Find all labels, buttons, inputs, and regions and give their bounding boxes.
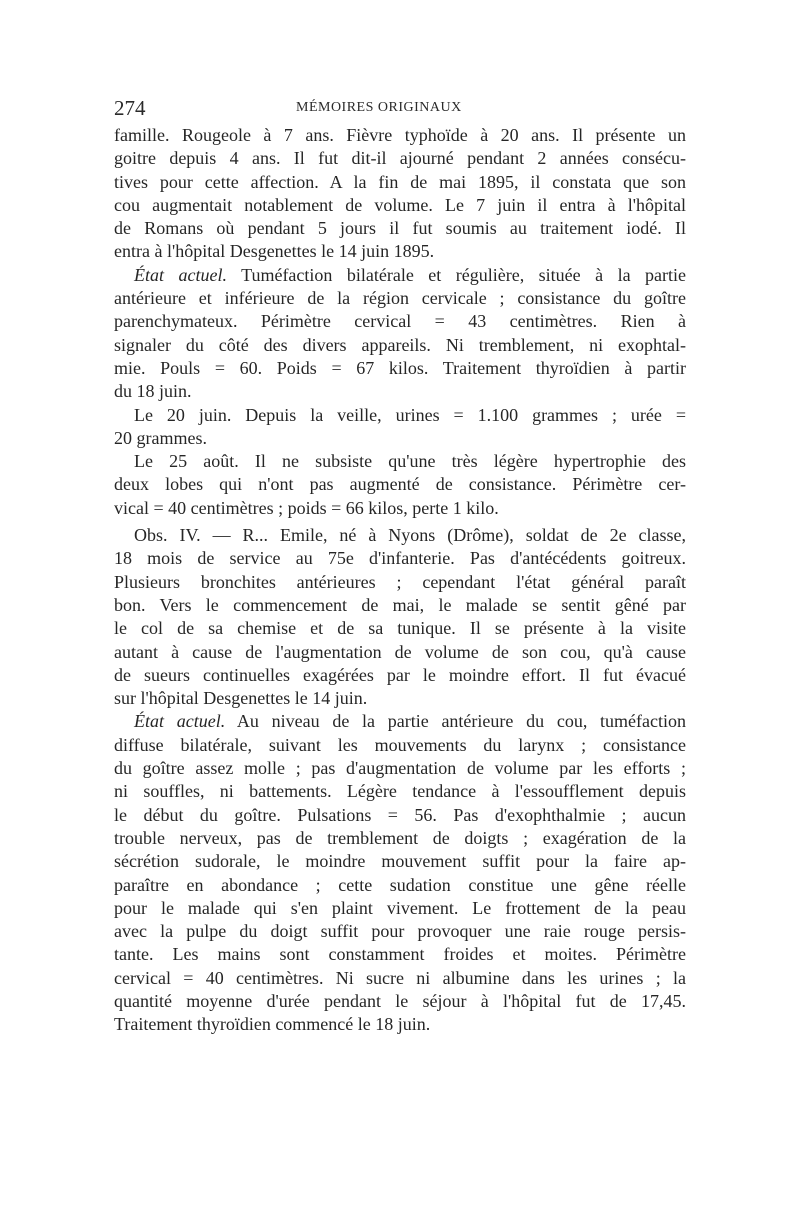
text-line: tives pour cette affection. A la fin de mai 1895, il constata que son: [114, 171, 686, 192]
text-line: pour le malade qui s'en plaint vivement. Le frottement de la peau: [114, 897, 686, 918]
text-line: sécrétion sudorale, le moindre mouvement suffit pour la faire ap-: [114, 851, 686, 872]
text-line: bon. Vers le commencement de mai, le malade se sentit gêné par: [114, 594, 686, 615]
text-line: deux lobes qui n'ont pas augmenté de consistance. Périmètre cer-: [114, 474, 686, 495]
page-header: [114, 96, 688, 126]
text-line: antérieure et inférieure de la région cervicale ; consistance du goître: [114, 288, 686, 309]
text-line: trouble nerveux, pas de tremblement de doigts ; exagération de la: [114, 827, 686, 848]
text-line: cou augmentait notablement de volume. Le 7 juin il entra à l'hôpital: [114, 194, 686, 215]
text-line: diffuse bilatérale, suivant les mouvements du larynx ; consistance: [114, 734, 686, 755]
text-run: Au niveau de la partie antérieure du cou, tuméfaction: [225, 711, 686, 732]
text-line: tante. Les mains sont constamment froides et moites. Périmètre: [114, 944, 686, 965]
text-line: mie. Pouls = 60. Poids = 67 kilos. Traitement thyroïdien à partir: [114, 357, 686, 378]
text-line: de Romans où pendant 5 jours il fut soumis au traitement iodé. Il: [114, 218, 686, 239]
text-line: 20 grammes.: [114, 427, 207, 448]
text-line: signaler du côté des divers appareils. Ni tremblement, ni exophtal-: [114, 334, 686, 355]
body-text: [114, 124, 686, 1037]
text-line: paraître en abondance ; cette sudation constitue une gêne réelle: [114, 874, 686, 895]
text-line: goitre depuis 4 ans. Il fut dit-il ajourné pendant 2 années consécu-: [114, 148, 686, 169]
text-line: famille. Rougeole à 7 ans. Fièvre typhoïde à 20 ans. Il présente un: [114, 125, 686, 145]
text-line: Plusieurs bronchites antérieures ; cependant l'état général paraît: [114, 571, 686, 592]
text-line: du goître assez molle ; pas d'augmentation de volume par les efforts ;: [114, 758, 686, 779]
text-line: vical = 40 centimètres ; poids = 66 kilos, perte 1 kilo.: [114, 497, 499, 518]
text-line: sur l'hôpital Desgenettes le 14 juin.: [114, 688, 368, 709]
paragraph-etat-actuel-1: [114, 264, 686, 287]
text-line: avec la pulpe du doigt suffit pour provoquer une raie rouge persis-: [114, 921, 686, 942]
text-line: du 18 juin.: [114, 381, 192, 402]
text-line: entra à l'hôpital Desgenettes le 14 juin 1895.: [114, 241, 435, 262]
paragraph-etat-actuel-2: [114, 710, 686, 733]
running-title: MÉMOIRES ORIGINAUX: [296, 100, 462, 115]
text-line: parenchymateux. Périmètre cervical = 43 centimètres. Rien à: [114, 311, 686, 332]
text-line: Obs. IV. — R... Emile, né à Nyons (Drôme), soldat de 2e classe,: [134, 525, 686, 546]
text-line: le col de sa chemise et de sa tunique. Il se présente à la visite: [114, 618, 686, 639]
text-line: ni souffles, ni battements. Légère tendance à l'essoufflement depuis: [114, 781, 686, 802]
text-line: autant à cause de l'augmentation de volume de son cou, qu'à cause: [114, 641, 686, 662]
text-line: Le 25 août. Il ne subsiste qu'une très légère hypertrophie des: [134, 451, 686, 472]
text-line: cervical = 40 centimètres. Ni sucre ni albumine dans les urines ; la: [114, 967, 686, 988]
page-number: 274: [114, 96, 146, 120]
text-line: Le 20 juin. Depuis la veille, urines = 1.100 grammes ; urée =: [134, 404, 686, 425]
text-line: 18 mois de service au 75e d'infanterie. Pas d'antécédents goitreux.: [114, 548, 686, 569]
section-label: État actuel.: [134, 264, 227, 285]
text-line: de sueurs continuelles exagérées par le moindre effort. Il fut évacué: [114, 664, 686, 685]
text-line: le début du goître. Pulsations = 56. Pas d'exophthalmie ; aucun: [114, 804, 686, 825]
section-label: État actuel.: [134, 711, 226, 732]
text-line: quantité moyenne d'urée pendant le séjour à l'hôpital fut de 17,45.: [114, 990, 686, 1011]
text-line: Traitement thyroïdien commencé le 18 juin.: [114, 1014, 431, 1035]
text-run: Tuméfaction bilatérale et régulière, située à la partie: [226, 264, 686, 285]
